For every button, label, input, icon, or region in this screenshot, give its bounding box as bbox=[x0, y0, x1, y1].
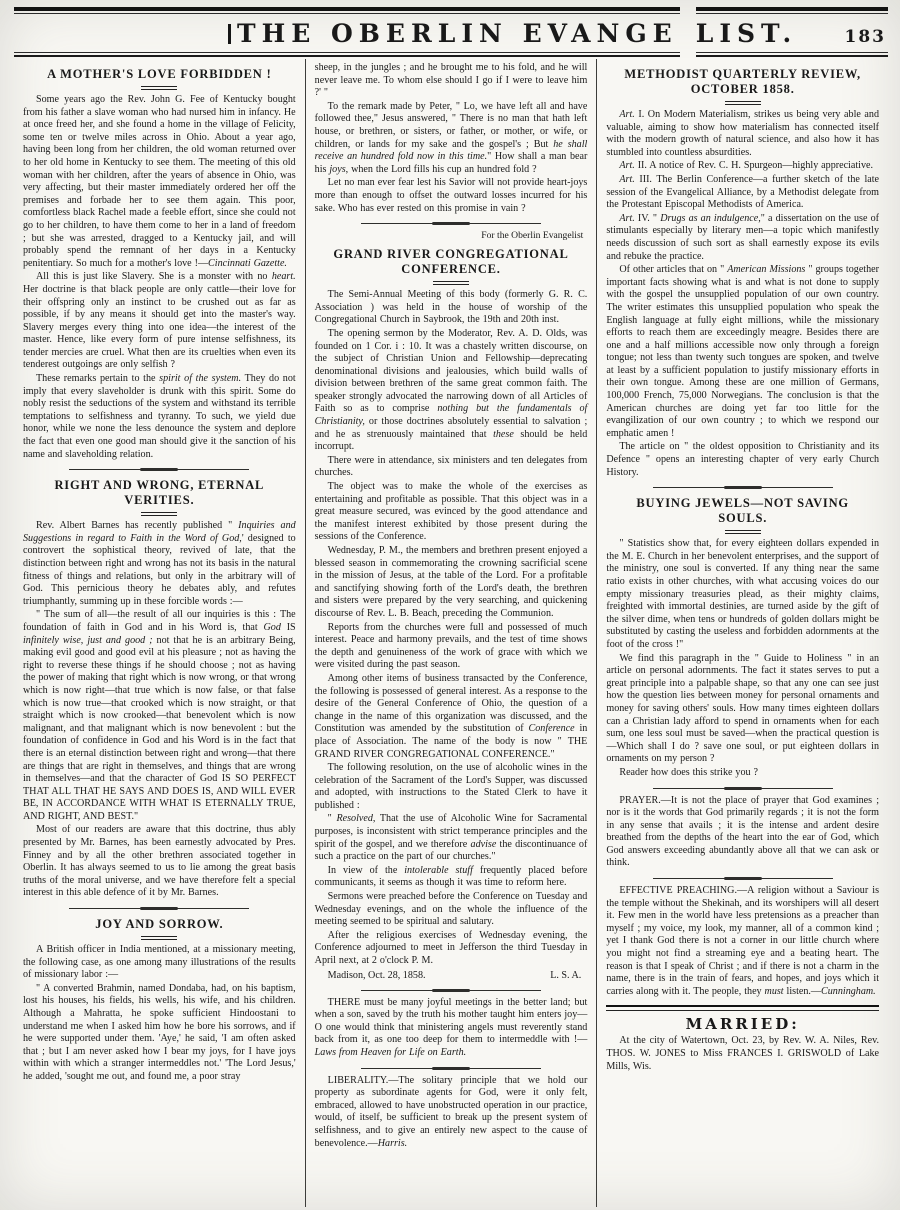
article-paragraph: Among other items of business transacted by the Conference, the following is possessed of general interest. As a response to the desire of the General Conference of Ohio, the question of a change in the name of this organization was discussed, and the Constitution was amended by the substitution of Conference in place of Association. The name of the body is now " THE GRAND RIVER CONGREGATIONAL CONFERENCE." bbox=[314, 672, 588, 760]
article-paragraph: There were in attendance, six ministers and ten delegates from churches. bbox=[314, 454, 588, 479]
masthead-top-rule bbox=[14, 7, 680, 11]
article-paragraph: The Semi-Annual Meeting of this body (formerly G. R. C. Association ) was held in the house of worship of the Congregational Church in Saybrook, the 19th and 20th inst. bbox=[314, 289, 588, 326]
masthead-right-section bbox=[696, 7, 888, 57]
article-paragraph: Rev. Albert Barnes has recently published " Inquiries and Suggestions in regard to Faith in the Word of God,' designed to controvert the sophistical theory, revived of late, that the distinction between right and wrong has not its basis in the natural fitness of things and relations, but only in the arbitrary will of God. This pernicious theory he debates ably, and refutes triumphantly, summing up in these forcible words :— bbox=[23, 520, 296, 607]
section-divider bbox=[315, 219, 588, 227]
article-heading: METHODIST QUARTERLY REVIEW, OCTOBER 1858. bbox=[610, 67, 875, 105]
article-paragraph: Let no man ever fear lest his Savior will not provide heart-joys more than enough to offset the outward losses incurred for his sake. Who has ever rested on this promise in vain ? bbox=[314, 177, 588, 214]
article-paragraph: Art. I. On Modern Materialism, strikes us being very able and valuable, aiming to show how materialism has connected itself with the modern growth of natural science, and also how it has stumbled into countless absurdities. bbox=[606, 109, 880, 158]
column bbox=[596, 59, 888, 1207]
section-divider bbox=[606, 784, 879, 792]
article-heading: A MOTHER'S LOVE FORBIDDEN ! bbox=[27, 67, 292, 90]
column bbox=[305, 59, 597, 1207]
article-paragraph: LIBERALITY.—The solitary principle that we hold our property as subordinate agents for God, were it only felt, embraced, allowed to have unobstructed operation in our practice, would, of itself, be sufficient to break up the present system of selfishness, and to give an entirely new aspect to the cause of benevolence.—Harris. bbox=[314, 1074, 588, 1149]
section-divider bbox=[315, 1064, 588, 1072]
article-paragraph: To the remark made by Peter, " Lo, we have left all and have followed thee," Jesus answered, " There is no man that hath left house, or brethren, or sisters, or father, or mother, or wife, or children, or lands for my sake and the gospel's ; But he shall receive an hundred fold now in this time." How shall a man bear his joys, when the Lord fills his cup an hundred fold ? bbox=[314, 100, 588, 175]
article-paragraph: Reports from the churches were full and possessed of much interest. Peace and harmony prevails, and the test of time shows the depth and genuineness of the work of grace with which we were visited during the past season. bbox=[314, 621, 588, 671]
masthead-bottom-thin-rule bbox=[14, 52, 680, 53]
article-paragraph: " The sum of all—the result of all our inquiries is this : The foundation of faith in God and in his Word is, that God IS infinitely wise, just and good ; not that he is an arbitrary Being, making evil good and good evil at his pleasure ; not as having the right to reverse these things if he should choose ; not as having the power of making that right which is now wrong, or that wrong which is now right—that true which is now false, or that false which is now true—that crooked which is now straight, or that straight which is now crooked—that benevolent which is now malignant, and that malignant which is now benevolent : but the foundation of confidence in God and his Word is in the fact that there is an eternal distinction between right and wrong—that there are things that are right in themselves, and things that are wrong in themselves—and that the character of God IS SO PERFECT THAT ALL THAT HE SAYS AND DOES IS, AND WILL EVER BE, IN ACCORDANCE WITH WHAT IS ETERNALLY TRUE, AND RIGHT, AND BEST." bbox=[23, 609, 296, 822]
article-paragraph: The opening sermon by the Moderator, Rev. A. D. Olds, was founded on 1 Cor. i : 10. It was a chastely written discourse, on the subject of Christian Union and Fellowship—deprecating denominational divisions and jealousies, which build walls of division between brethren of the same great common faith. The speaker strongly advocated the narrowing down of all Articles of Faith so as to comprise nothing but the fundamentals of Christianity, or those doctrines absolutely essential to salvation ; and he as strenuously maintained that these should be held incorrupt. bbox=[314, 327, 588, 453]
masthead bbox=[0, 0, 900, 57]
article-paragraph: " A converted Brahmin, named Dondaba, had, on his baptism, lost his houses, his fields, his wells, his wife, and his children. Although a Mahratta, he spoke sufficient Hindoostani to understand me when I asked him how he bore his sorrows, and if he were supported under them. 'Aye,' he said, 'I am often asked that ; but I am never asked how I bear my joys, for I have joys within with which a stranger intermeddles not.' 'The Lord Jesus,' he added, 'sought me out, and found me, a poor stray bbox=[23, 982, 296, 1082]
article-paragraph: Wednesday, P. M., the members and brethren present enjoyed a blessed season in commemorating the crowning sacrificial scene in the mission of Jesus, at the table of the Lord. For a profitable and sanctifying showing forth of the Lord's death, the brethren and sisters were prepared by the very searching, and quickening discourse of Rev. L. B. Beach, preceding the Communion. bbox=[314, 545, 588, 619]
article-paragraph: The article on " the oldest opposition to Christianity and its Defence " opens an interesting chapter of very early Church History. bbox=[606, 441, 880, 478]
newspaper-title-right: LIST. bbox=[695, 19, 798, 48]
section-divider bbox=[23, 465, 296, 473]
signature-initials: L. S. A. bbox=[550, 969, 582, 981]
article-paragraph: At the city of Watertown, Oct. 23, by Rev. W. A. Niles, Rev. THOS. W. JONES to Miss FRANCES I. GRISWOLD of Lake Mills, Wis. bbox=[606, 1035, 880, 1072]
article-paragraph: sheep, in the jungles ; and he brought me to his fold, and he will never leave me. To whom else should I go if I were to leave him ?' " bbox=[314, 62, 588, 99]
article-paragraph: In view of the intolerable stuff frequently placed before communicants, it seems as though it was time to reform here. bbox=[314, 864, 588, 889]
column bbox=[14, 59, 305, 1207]
article-paragraph: Of other articles that on " American Missions " groups together important facts showing what is and what is not done to supply with the gospel the unsupplied population of our own country. The writer estimates this unsupplied population who speak the English language at fully eight millions, while the missionary efforts to reach them are exceedingly meagre. Besides there are one and a half millions accessible now only through a foreign tongue; not less than twenty such tongues are spoken, and twelve at least by a sufficient population to justify missionary efforts in their own tongue. Among these are one million of Germans, 100,000 French, 75,000 Norwegians. The conclusion is that the American churches are doing yet far too little for the evangilization of our own country ; to which we respond our emphatic amen ! bbox=[606, 264, 880, 439]
article-paragraph: Art. IV. " Drugs as an indulgence," a dissertation on the use of stimulants especially by literary men—a topic which manifestly needs discussion of such sort as shall earnestly expose its evils and rebuke the practice. bbox=[606, 212, 880, 262]
newspaper-title-left: THE OBERLIN EVANGE bbox=[14, 14, 680, 50]
article-paragraph: EFFECTIVE PREACHING.—A religion without a Saviour is the temple without the Shekinah, and its worshipers will all desert it. Few men in the world have less pretensions as a preacher than myself ; my voice, my look, my manner, all of a common kind ; yet I thank God there is not a corner in our little church where you might not find a streaming eye and a beating heart. The reason is that I speak of Christ ; and if there is not a charm in the name, there is in the train of fears, and hopes, and joys which it carries along with it. The people, they must listen.—Cunningham. bbox=[606, 885, 880, 997]
column-container bbox=[14, 59, 888, 1207]
article-paragraph: Some years ago the Rev. John G. Fee of Kentucky bought from his father a slave woman who had nursed him in infancy. He at once freed her, and she found a home in the village of Felicity, some ten or twelve miles across in Ohio. About a year ago, having been long from her children, the old woman returned over to her old home in Kentucky to see them. The meeting of this old woman with her children, after the years of absence in Ohio, was very affecting, but their master immediately ordered her off the premises and forbade her to see them again. This poor, comfortless black Rachel made a feeble effort, since she could not go to her children, to have them come to her in a land of freedom ; but she was arrested, dragged to a Kentucky jail, and will probably spend the remnant of her days in a Kentucky penitentiary. So much for a mother's love !—Cincinnati Gazette. bbox=[23, 94, 296, 269]
article-paragraph: Sermons were preached before the Conference on Tuesday and Wednesday evenings, and on the whole the influence of the meeting seemed to be spiritual and salutary. bbox=[314, 891, 588, 928]
masthead-bottom-rule bbox=[696, 55, 888, 57]
article-paragraph: " Statistics show that, for every eighteen dollars expended in the M. E. Church in her benevolent enterprises, and the support of the ministry, one soul is converted. If any thing near the same ratio exists in other churches, with what accusing voices do our empty missionary treasuries plead, as their mighty claims, freighted with immortal destinies, are turned aside by the gift of the silver dime, when tens or hundreds of golden dollars might be substituted by casting the useless and forbidden adornments at the foot of the cross !" bbox=[606, 538, 880, 650]
article-heading: JOY AND SORROW. bbox=[27, 917, 292, 940]
double-rule-divider bbox=[606, 1005, 879, 1011]
married-heading: MARRIED: bbox=[685, 1015, 800, 1034]
article-heading: BUYING JEWELS—NOT SAVING SOULS. bbox=[610, 496, 875, 534]
article-paragraph: The object was to make the whole of the exercises as entertaining and profitable as possible. That this object was in a great measure secured, was evinced by the good attendance and the manifest interest exhibited by those present during the sessions of the Conference. bbox=[314, 481, 588, 543]
article-paragraph: The following resolution, on the use of alcoholic wines in the celebration of the Sacrament of the Lord's Supper, was discussed and adopted, with instructions to the Stated Clerk to have it published : bbox=[314, 762, 588, 811]
article-paragraph: Reader how does this strike you ? bbox=[619, 766, 758, 778]
article-heading: GRAND RIVER CONGREGATIONAL CONFERENCE. bbox=[319, 247, 584, 285]
article-heading: RIGHT AND WRONG, ETERNAL VERITIES. bbox=[27, 478, 292, 516]
masthead-top-rule bbox=[696, 7, 888, 11]
section-divider bbox=[23, 904, 296, 912]
article-paragraph: THERE must be many joyful meetings in the better land; but when a son, saved by the truth his mother taught him enters joy—O one would think that ministering angels must reverently stand back from it, as one too deep for them to intermeddle with !—Laws from Heaven for Life on Earth. bbox=[314, 996, 588, 1058]
dateline-signature bbox=[315, 969, 588, 982]
article-paragraph: PRAYER.—It is not the place of prayer that God examines ; nor is it the words that God primarily regards ; it is not the form in any sense that avails ; it is the intense and ardent desire breathed from the depths of the heart into the ear of God, which God answers exceeding abundantly above all that we can ask or think. bbox=[606, 794, 880, 869]
article-paragraph: We find this paragraph in the " Guide to Holiness " in an article on personal adornments. The fact it states serves to put a great principle into a palpable shape, so that any one can see just how the question lies between money for personal ornaments and money for saving others' souls. How many times eighteen dollars can a Christian lady afford to spend in ornaments when for each sum, one less soul must be saved—when the practical question is—Which shall I do ? save one soul, or put eighteen dollars in ornaments on my person ? bbox=[606, 652, 880, 765]
section-divider bbox=[606, 874, 879, 882]
masthead-bottom-rule bbox=[14, 55, 680, 57]
section-divider bbox=[315, 986, 588, 994]
dateline: Madison, Oct. 28, 1858. bbox=[327, 969, 426, 981]
article-paragraph: A British officer in India mentioned, at a missionary meeting, the following case, as one among many illustrations of the results of missionary labor :— bbox=[23, 944, 296, 981]
article-paragraph: Art. II. A notice of Rev. C. H. Spurgeon—highly appreciative. bbox=[619, 160, 873, 172]
section-divider bbox=[606, 483, 879, 491]
article-paragraph: These remarks pertain to the spirit of the system. They do not imply that every slaveholder is drunk with this spirit. Some do nobly resist the seductions of the system and withstand its terrible temptations to selfishness and tyranny. To such, we yield due honor, while we none the less denounce the system and deplore the fact that even one good man should give it the sanction of his name and slaveholding relation. bbox=[23, 373, 296, 460]
article-paragraph: After the religious exercises of Wednesday evening, the Conference adjourned to meet in Jefferson the third Tuesday in April next, at 2 o'clock P. M. bbox=[314, 929, 588, 966]
masthead-bottom-thin-rule bbox=[696, 52, 888, 53]
article-paragraph: Art. III. The Berlin Conference—a further sketch of the late session of the Evangelical Alliance, by a Methodist delegate from the Protestant Episcopal Methodists of America. bbox=[606, 173, 880, 211]
page-number: 183 bbox=[844, 27, 886, 47]
masthead-left-section bbox=[14, 7, 680, 57]
byline: For the Oberlin Evangelist bbox=[481, 230, 584, 242]
article-paragraph: Most of our readers are aware that this doctrine, thus ably presented by Mr. Barnes, has been earnestly advocated by Pres. Finney and by all the other brethren associated together in Oberlin. It has always seemed to us to lie among the great basis truths of the moral universe, and we have therefore felt a special interest in this able defence of it by Mr. Barnes. bbox=[23, 824, 296, 899]
article-paragraph: All this is just like Slavery. She is a monster with no heart. Her doctrine is that black people are only cattle—their love for their offspring only an instinct to be crushed out as far as possible, if by any means it should get into the master's way. Slavery merges every thing into one idea—the interest of the master. Hence, like every form of pure intense selfishness, its tender mercies are cruel. What then are its cruelties when even its tenderest outgoings are only selfish ? bbox=[23, 271, 296, 371]
article-paragraph: " Resolved, That the use of Alcoholic Wine for Sacramental purposes, is inconsistent with strict temperance principles and the spirit of the gospel, and we therefore advise the discontinuance of such a practice on the part of our churches." bbox=[314, 813, 588, 863]
